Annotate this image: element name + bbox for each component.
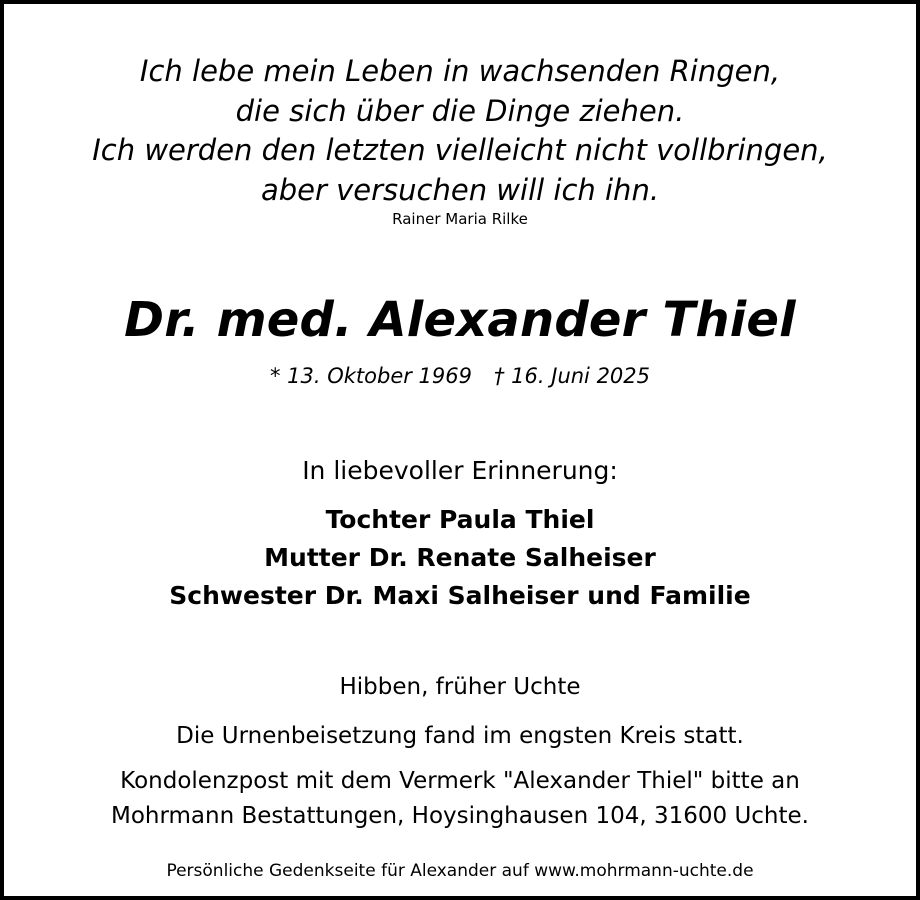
poem-quote: [0, 52, 920, 210]
mourner-name: Tochter Paula Thiel: [325, 505, 595, 534]
death-date: † 16. Juni 2025: [494, 364, 651, 388]
memorial-page-footer: Persönliche Gedenkseite für Alexander auf www.mohrmann-uchte.de: [166, 861, 754, 881]
poem-line: Ich werden den letzten vielleicht nicht vollbringen,: [92, 133, 828, 167]
deceased-name: Dr. med. Alexander Thiel: [124, 292, 796, 348]
poem-line: aber versuchen will ich ihn.: [260, 172, 660, 207]
place-text: Hibben, früher Uchte: [339, 674, 581, 700]
mourners-list: [0, 501, 920, 615]
birth-date: * 13. Oktober 1969: [269, 364, 472, 388]
poem-line: die sich über die Dinge ziehen.: [235, 93, 685, 128]
condolence-text: [0, 764, 920, 834]
condolence-line: Mohrmann Bestattungen, Hoysinghausen 104, 31600 Uchte.: [110, 803, 809, 829]
ceremony-text: Die Urnenbeisetzung fand im engsten Kreis statt.: [176, 723, 744, 749]
poem-line: Ich lebe mein Leben in wachsenden Ringen,: [139, 54, 781, 88]
poem-author: Rainer Maria Rilke: [392, 210, 528, 228]
mourner-name: Schwester Dr. Maxi Salheiser und Familie: [169, 581, 751, 610]
condolence-line: Kondolenzpost mit dem Vermerk "Alexander Thiel" bitte an: [120, 768, 800, 794]
mourner-name: Mutter Dr. Renate Salheiser: [264, 543, 656, 572]
mourners-intro: In liebevoller Erinnerung:: [302, 456, 618, 485]
life-dates: [0, 362, 920, 390]
